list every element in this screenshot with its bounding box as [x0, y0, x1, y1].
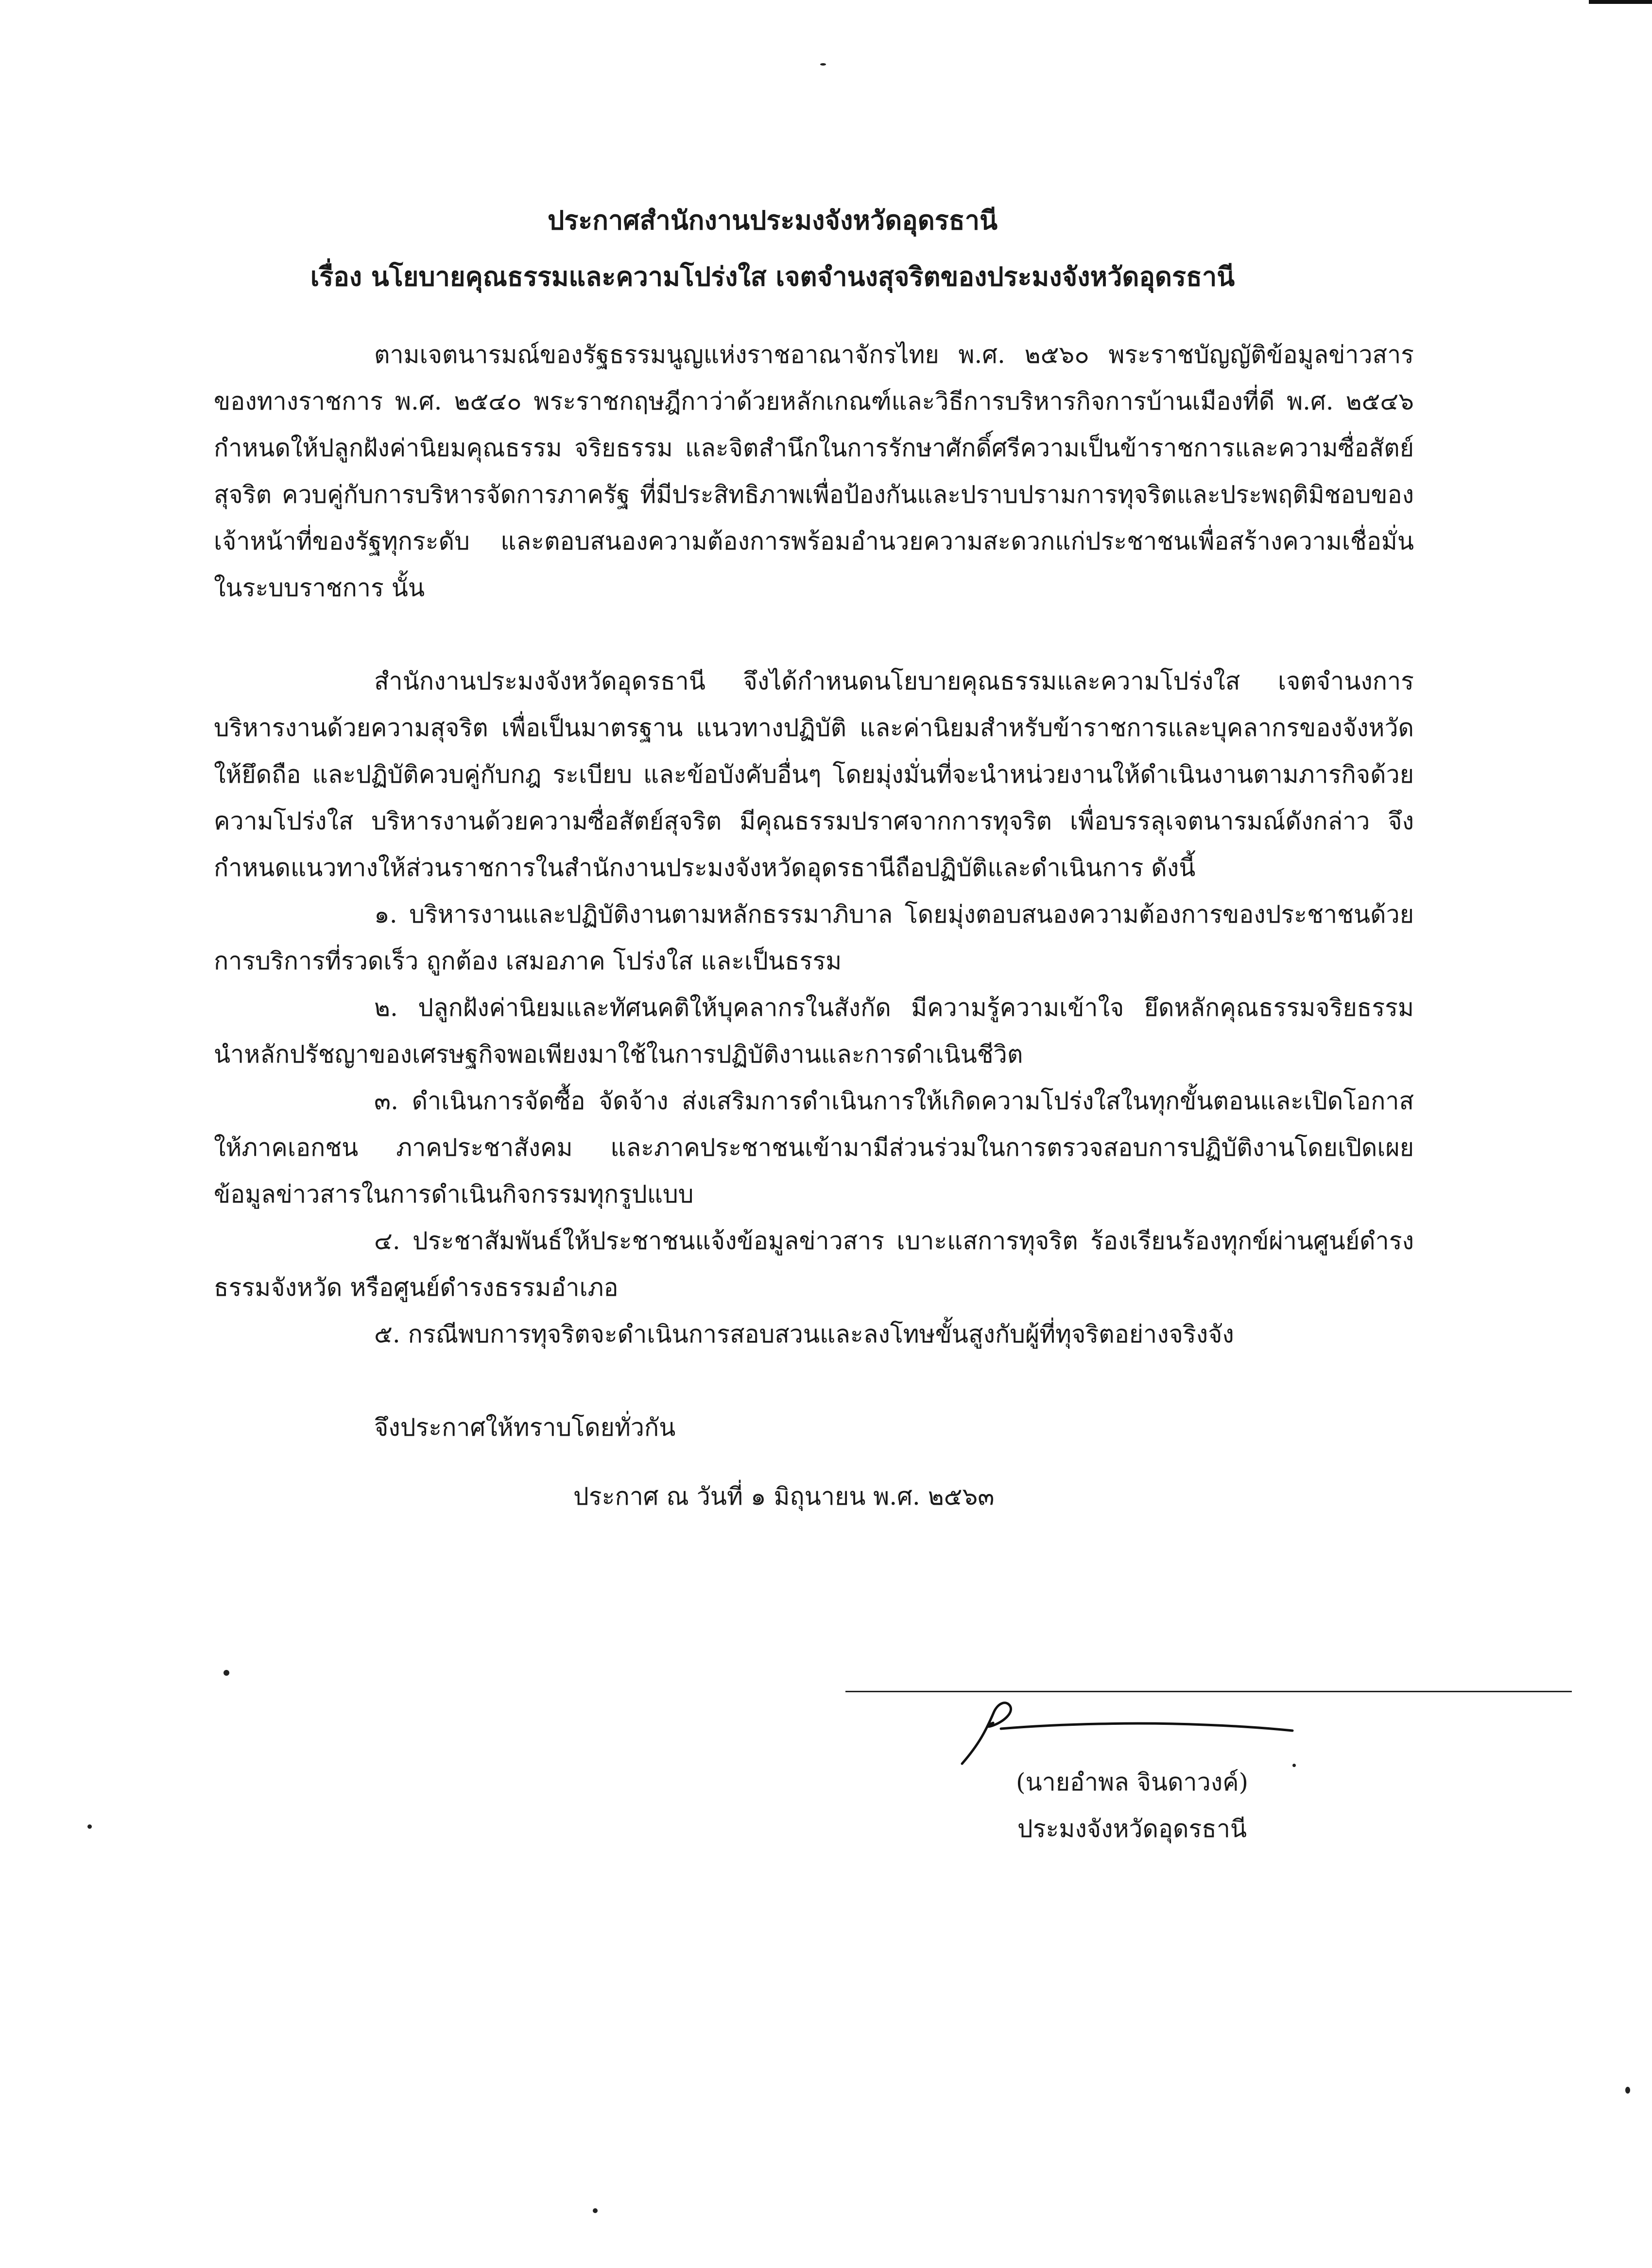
signer-name: (นายอำพล จินดาวงค์): [1015, 1768, 1249, 1796]
policy-item-3: ๓. ดำเนินการจัดซื้อ จัดจ้าง ส่งเสริมการดำเนินการให้เกิดความโปร่งใสในทุกขั้นตอนและเปิดโอกาสให้ภาคเอกชน ภาคประชาสังคม และภาคประชาชนเข้ามามีส่วนร่วมในการตรวจสอบการปฏิบัติงานโดยเปิดเผยข้อมูลข่าวสารในการดำเนินกิจกรรมทุกรูปแบบ: [214, 1087, 1414, 1208]
scan-speck: [820, 63, 826, 66]
announcement-body: [214, 331, 1414, 1520]
policy-paragraph: สำนักงานประมงจังหวัดอุดรธานี จึงได้กำหนดนโยบายคุณธรรมและความโปร่งใส เจตจำนงการบริหารงานด้วยความสุจริต เพื่อเป็นมาตรฐาน แนวทางปฏิบัติ และค่านิยมสำหรับข้าราชการและบุคลากรของจังหวัดให้ยึดถือ และปฏิบัติควบคู่กับกฎ ระเบียบ และข้อบังคับอื่นๆ โดยมุ่งมั่นที่จะนำหน่วยงานให้ดำเนินงานตามภารกิจด้วยความโปร่งใส บริหารงานด้วยความซื่อสัตย์สุจริต มีคุณธรรมปราศจากการทุจริต เพื่อบรรลุเจตนารมณ์ดังกล่าว จึงกำหนดแนวทางให้ส่วนราชการในสำนักงานประมงจังหวัดอุดรธานีถือปฏิบัติและดำเนินการ ดังนี้: [214, 667, 1414, 882]
announcement-date: ประกาศ ณ วันที่ ๑ มิถุนายน พ.ศ. ๒๕๖๓: [573, 1482, 995, 1511]
announcement-subject: เรื่อง นโยบายคุณธรรมและความโปร่งใส เจตจำนงสุจริตของประมงจังหวัดอุดรธานี: [310, 261, 1235, 292]
scan-speck: [224, 1670, 229, 1676]
scan-speck: [593, 2208, 598, 2213]
scan-edge-mark: [1589, 0, 1652, 4]
signer-position: ประมงจังหวัดอุดรธานี: [1017, 1815, 1247, 1843]
announcement-title: ประกาศสำนักงานประมงจังหวัดอุดรธานี: [547, 205, 998, 236]
announcement-header: [214, 192, 1331, 305]
policy-item-4: ๔. ประชาสัมพันธ์ให้ประชาชนแจ้งข้อมูลข่าวสาร เบาะแสการทุจริต ร้องเรียนร้องทุกข์ผ่านศูนย์ดำรงธรรมจังหวัด หรือศูนย์ดำรงธรรมอำเภอ: [214, 1227, 1414, 1302]
preamble-paragraph: ตามเจตนารมณ์ของรัฐธรรมนูญแห่งราชอาณาจักรไทย พ.ศ. ๒๕๖๐ พระราชบัญญัติข้อมูลข่าวสารของทางราชการ พ.ศ. ๒๕๔๐ พระราชกฤษฎีกาว่าด้วยหลักเกณฑ์และวิธีการบริหารกิจการบ้านเมืองที่ดี พ.ศ. ๒๕๔๖ กำหนดให้ปลูกฝังค่านิยมคุณธรรม จริยธรรม และจิตสำนึกในการรักษาศักดิ์ศรีความเป็นข้าราชการและความซื่อสัตย์สุจริต ควบคู่กับการบริหารจัดการภาครัฐ ที่มีประสิทธิภาพเพื่อป้องกันและปราบปรามการทุจริตและประพฤติมิชอบของเจ้าหน้าที่ของรัฐทุกระดับ และตอบสนองความต้องการพร้อมอำนวยความสะดวกแก่ประชาชนเพื่อสร้างความเชื่อมั่นในระบบราชการ นั้น: [214, 341, 1414, 602]
announcement-closing: จึงประกาศให้ทราบโดยทั่วกัน: [374, 1413, 676, 1442]
scan-speck: [1625, 2087, 1630, 2094]
policy-item-2: ๒. ปลูกฝังค่านิยมและทัศนคติให้บุคลากรในสังกัด มีความรู้ความเข้าใจ ยึดหลักคุณธรรมจริยธรรม นำหลักปรัชญาของเศรษฐกิจพอเพียงมาใช้ในการปฏิบัติงานและการดำเนินชีวิต: [214, 994, 1414, 1068]
scan-speck: [87, 1824, 92, 1829]
policy-item-5: ๕. กรณีพบการทุจริตจะดำเนินการสอบสวนและลงโทษขั้นสูงกับผู้ที่ทุจริตอย่างจริงจัง: [374, 1320, 1234, 1348]
policy-item-1: ๑. บริหารงานและปฏิบัติงานตามหลักธรรมาภิบาล โดยมุ่งตอบสนองความต้องการของประชาชนด้วยการบริการที่รวดเร็ว ถูกต้อง เสมอภาค โปร่งใส และเป็นธรรม: [214, 900, 1414, 975]
signer-block: [913, 1759, 1351, 1852]
